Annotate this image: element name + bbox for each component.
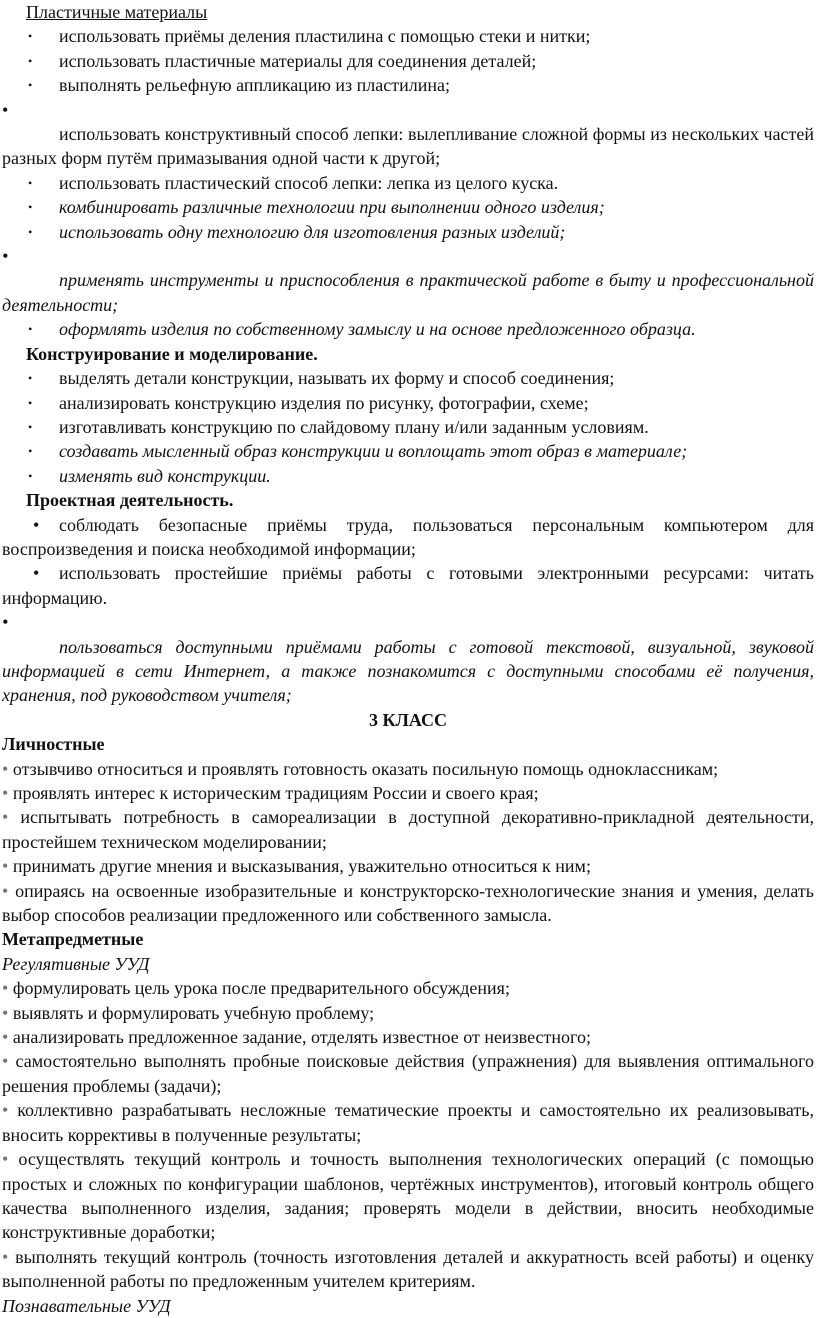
list-item: • комбинировать различные технологии при выполнении одного изделия;	[2, 195, 814, 219]
list-item: • пользоваться доступными приёмами работы с готовой текстовой, визуальной, звуковой информацией в сети Интернет, а также познакомится с доступными способами её получения, хранения, под руководством учителя;	[2, 612, 814, 706]
list-item: • создавать мысленный образ конструкции и воплощать этот образ в материале;	[2, 439, 814, 463]
list-item: • изменять вид конструкции.	[2, 464, 814, 488]
list-item: • испытывать потребность в самореализации в доступной декоративно-прикладной деятельности, простейшем техническом моделировании;	[2, 807, 814, 852]
bullet-icon: •	[2, 880, 9, 901]
bullet-icon: •	[2, 783, 9, 803]
bullet-icon: •	[28, 200, 33, 215]
list-item: • выявлять и формулировать учебную проблему;	[2, 1002, 375, 1023]
list-item: • проявлять интерес к историческим традициям России и своего края;	[2, 783, 539, 803]
bullet-icon: •	[28, 468, 33, 483]
list-item: • самостоятельно выполнять пробные поисковые действия (упражнения) для выявления оптимального решения проблемы (задачи);	[2, 1051, 814, 1096]
bullet-icon: •	[28, 419, 33, 434]
list-item: • формулировать цель урока после предварительного обсуждения;	[2, 978, 510, 999]
list-item: • использовать простейшие приёмы работы с готовыми электронными ресурсами: читать информацию.	[2, 563, 814, 608]
list-item: • изготавливать конструкцию по слайдовому плану и/или заданным условиям.	[2, 415, 814, 439]
list-item: • коллективно разрабатывать несложные тематические проекты и самостоятельно их реализовывать, вносить коррективы в полученные результаты;	[2, 1100, 815, 1145]
bullet-icon: •	[28, 53, 33, 68]
bullet-icon: •	[2, 1051, 9, 1072]
bullet-icon: •	[33, 563, 40, 584]
list-item: • принимать другие мнения и высказывания, уважительно относиться к ним;	[2, 856, 591, 877]
list-item: • применять инструменты и приспособления в практической работе в быту и профессиональной деятельности;	[2, 246, 814, 315]
bullet-icon: •	[2, 1149, 9, 1170]
bullet-icon: •	[2, 856, 9, 877]
meta-title: Метапредметные	[2, 929, 144, 950]
bullet-icon: •	[28, 395, 33, 410]
bullet-icon: •	[28, 322, 33, 337]
regulatory-title: Регулятивные УУД	[2, 953, 150, 974]
bullet-icon: •	[2, 807, 9, 828]
list-item: • использовать пластический способ лепки: лепка из целого куска.	[2, 171, 814, 195]
bullet-icon: •	[28, 444, 33, 459]
section-title-plastic: Пластичные материалы	[26, 2, 208, 22]
section-title-construct: Конструирование и моделирование.	[26, 343, 318, 364]
personal-title: Личностные	[2, 734, 105, 755]
list-item: • осуществлять текущий контроль и точность выполнения технологических операций (с помощью простых и сложных по конфигурации шаблонов, чертёжных инструментов), итоговый контроль общего качества выполненного изделия, задания; проверять модели в действии, вносить необходимые конструктивные доработки;	[2, 1149, 814, 1243]
list-item: • соблюдать безопасные приёмы труда, пользоваться персональным компьютером для воспроизведения и поиска необходимой информации;	[2, 514, 814, 559]
bullet-icon: •	[2, 99, 9, 120]
cognitive-title: Познавательные УУД	[2, 1295, 171, 1316]
list-item: • выделять детали конструкции, называть их форму и способ соединения;	[2, 366, 814, 390]
bullet-icon: •	[2, 246, 9, 267]
list-item: • оформлять изделия по собственному замыслу и на основе предложенного образца.	[2, 317, 814, 341]
bullet-icon: •	[33, 514, 40, 535]
list-item: • выполнять рельефную аппликацию из пластилина;	[2, 73, 814, 97]
bullet-icon: •	[2, 612, 9, 633]
bullet-icon: •	[28, 78, 33, 93]
bullet-icon: •	[2, 1246, 9, 1267]
bullet-icon: •	[2, 1100, 9, 1121]
bullet-icon: •	[28, 175, 33, 190]
list-item: • отзывчиво относиться и проявлять готовность оказать посильную помощь одноклассникам;	[2, 758, 719, 779]
bullet-icon: •	[2, 1002, 9, 1023]
bullet-icon: •	[2, 758, 9, 779]
list-item: • выполнять текущий контроль (точность изготовления деталей и аккуратность всей работы) и оценку выполненной работы по предложенным учителем критериям.	[2, 1246, 815, 1292]
list-item: • использовать приёмы деления пластилина с помощью стеки и нитки;	[2, 24, 814, 48]
bullet-icon: •	[28, 371, 33, 386]
list-item: • использовать одну технологию для изготовления разных изделий;	[2, 220, 814, 244]
list-item: • использовать пластичные материалы для соединения деталей;	[2, 49, 814, 73]
list-item: • анализировать конструкцию изделия по рисунку, фотографии, схеме;	[2, 391, 814, 415]
grade-title: 3 КЛАСС	[368, 709, 448, 730]
list-item: • опираясь на освоенные изобразительные и конструкторско-технологические знания и умения, делать выбор способов реализации предложенного или собственного замысла.	[2, 880, 814, 926]
section-title-project: Проектная деятельность.	[26, 490, 234, 511]
bullet-icon: •	[2, 978, 9, 999]
list-item: • анализировать предложенное задание, отделять известное от неизвестного;	[2, 1027, 591, 1048]
bullet-icon: •	[28, 29, 33, 44]
bullet-icon: •	[28, 224, 33, 239]
list-item: • использовать конструктивный способ лепки: вылепливание сложной формы из нескольких частей разных форм путём примазывания одной части к другой;	[2, 99, 814, 169]
bullet-icon: •	[2, 1027, 9, 1048]
